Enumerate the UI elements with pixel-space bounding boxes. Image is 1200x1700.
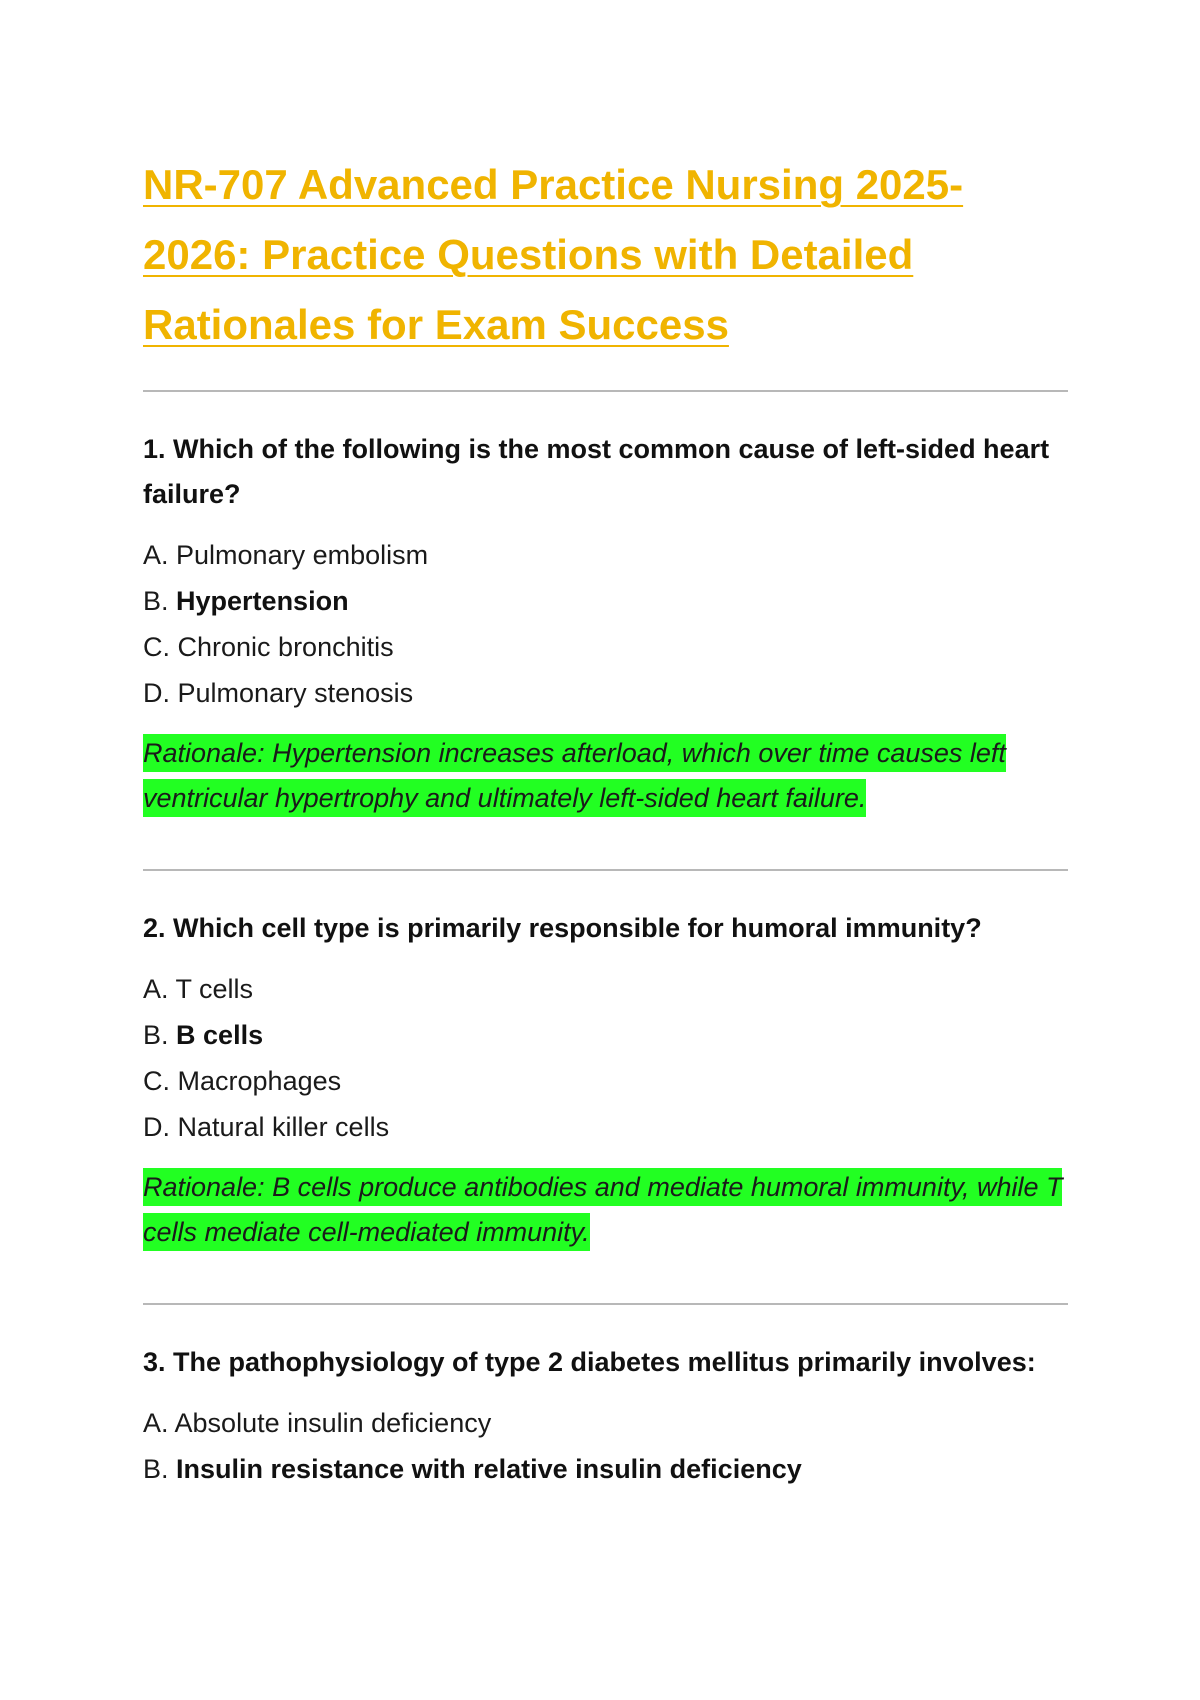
options-list — [143, 966, 1068, 1150]
question-block-1 — [143, 427, 1068, 821]
rationale — [143, 731, 1068, 821]
question-block-3 — [143, 1340, 1068, 1492]
option-letter: B. — [143, 1020, 169, 1050]
rationale-text: Rationale: B cells produce antibodies and mediate humoral immunity, while T cells mediate cell-mediated immunity. — [143, 1168, 1062, 1251]
option-text: Pulmonary stenosis — [177, 678, 414, 708]
option-letter: C. — [143, 632, 170, 662]
option-text: T cells — [175, 974, 254, 1004]
option-text: Pulmonary embolism — [176, 540, 429, 570]
option-text: Natural killer cells — [177, 1112, 390, 1142]
option-letter: A. — [143, 1408, 169, 1438]
question-text: 2. Which cell type is primarily responsible for humoral immunity? — [143, 913, 982, 943]
option-letter: D. — [143, 1112, 170, 1142]
option-letter: A. — [143, 540, 169, 570]
options-list — [143, 1400, 1068, 1492]
option-text: Absolute insulin deficiency — [174, 1408, 492, 1438]
option-b — [143, 1446, 1068, 1492]
option-letter: B. — [143, 1454, 169, 1484]
option-text-correct: B cells — [176, 1020, 264, 1050]
option-a — [143, 966, 1068, 1012]
divider — [143, 869, 1068, 871]
option-d — [143, 670, 1068, 716]
rationale-text: Rationale: Hypertension increases afterload, which over time causes left ventricular hypertrophy and ultimately left-sided heart failure. — [143, 734, 1006, 817]
option-letter: A. — [143, 974, 169, 1004]
option-letter: B. — [143, 586, 169, 616]
option-c — [143, 624, 1068, 670]
document-page — [143, 150, 1068, 1492]
option-letter: C. — [143, 1066, 170, 1096]
option-a — [143, 1400, 1068, 1446]
rationale — [143, 1165, 1068, 1255]
question-block-2 — [143, 906, 1068, 1255]
option-a — [143, 532, 1068, 578]
option-text-correct: Hypertension — [176, 586, 349, 616]
question-text: 1. Which of the following is the most common cause of left-sided heart failure? — [143, 434, 1050, 509]
option-b — [143, 578, 1068, 624]
divider — [143, 1303, 1068, 1305]
question-text: 3. The pathophysiology of type 2 diabetes mellitus primarily involves: — [143, 1347, 1036, 1377]
option-d — [143, 1104, 1068, 1150]
option-letter: D. — [143, 678, 170, 708]
document-title-text: NR-707 Advanced Practice Nursing 2025-2026: Practice Questions with Detailed Rationales for Exam Success — [143, 161, 964, 348]
options-list — [143, 532, 1068, 716]
option-c — [143, 1058, 1068, 1104]
option-text: Macrophages — [177, 1066, 342, 1096]
option-b — [143, 1012, 1068, 1058]
option-text-correct: Insulin resistance with relative insulin deficiency — [176, 1454, 802, 1484]
option-text: Chronic bronchitis — [177, 632, 394, 662]
document-title — [143, 150, 1068, 360]
divider — [143, 390, 1068, 392]
